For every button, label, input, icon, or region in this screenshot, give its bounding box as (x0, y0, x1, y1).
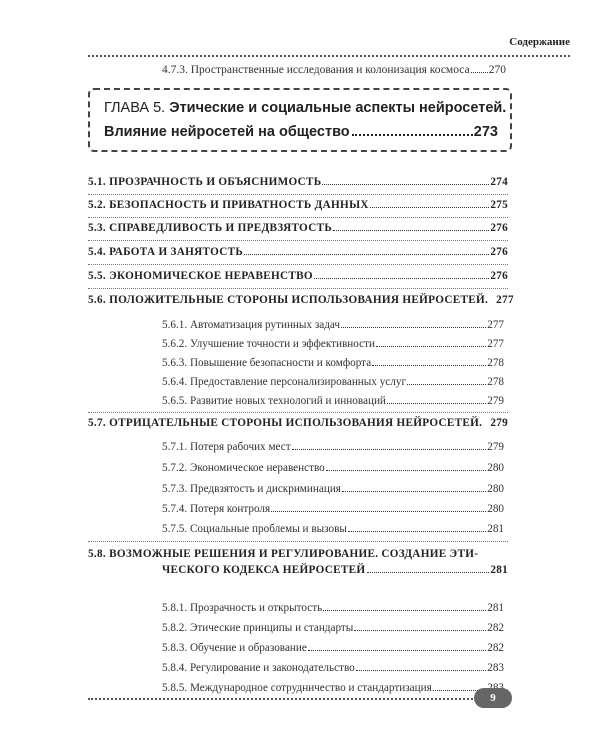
toc-page-number: 280 (487, 462, 504, 474)
toc-entry-label: 4.7.3. Пространственные исследования и колонизация космоса (162, 64, 470, 76)
dot-leader (356, 670, 486, 671)
dot-leader (372, 365, 486, 366)
toc-subsection-label: 5.6.4. Предоставление персонализированных услуг (162, 376, 407, 388)
dot-leader (322, 184, 489, 185)
dot-leader (471, 72, 488, 73)
toc-section-label: 5.7. ОТРИЦАТЕЛЬНЫЕ СТОРОНЫ ИСПОЛЬЗОВАНИЯ НЕЙРОСЕТЕЙ. (88, 417, 483, 429)
toc-subsection-label: 5.8.4. Регулирование и законодательство (162, 662, 355, 674)
dot-leader (352, 134, 473, 136)
toc-page-number: 281 (490, 564, 508, 576)
toc-subsection-5-8-4[interactable] (162, 662, 504, 674)
toc-subsection-label: 5.8.3. Обучение и образование (162, 642, 307, 654)
toc-subsection-5-8-5[interactable] (162, 682, 504, 694)
toc-subsection-5-8-3[interactable] (162, 642, 504, 654)
toc-section-label: 5.4. РАБОТА И ЗАНЯТОСТЬ (88, 246, 244, 258)
toc-page-number: 270 (488, 64, 506, 76)
toc-page-number: 277 (496, 294, 514, 306)
toc-subsection-5-7-5[interactable] (162, 523, 504, 535)
toc-section-label: 5.6. ПОЛОЖИТЕЛЬНЫЕ СТОРОНЫ ИСПОЛЬЗОВАНИЯ НЕЙРОСЕТЕЙ. (88, 294, 489, 306)
toc-section-5-4[interactable] (88, 246, 508, 258)
section-divider (88, 288, 508, 289)
dot-leader (376, 346, 486, 347)
toc-page-number: 282 (487, 622, 504, 634)
toc-section-5-2[interactable] (88, 199, 508, 211)
toc-subsection-label: 5.8.5. Международное сотрудничество и стандартизация (162, 682, 432, 694)
toc-subsection-label: 5.7.3. Предвзятость и дискриминация (162, 483, 341, 495)
section-divider (88, 541, 508, 542)
toc-subsection-5-7-1[interactable] (162, 441, 504, 453)
toc-subsection-5-6-5[interactable] (162, 395, 504, 407)
toc-subsection-5-6-4[interactable] (162, 376, 504, 388)
toc-subsection-label: 5.8.1. Прозрачность и открытость (162, 602, 323, 614)
toc-subsection-label: 5.7.5. Социальные проблемы и вызовы (162, 523, 347, 535)
toc-section-5-3[interactable] (88, 222, 508, 234)
toc-subsection-label: 5.7.1. Потеря рабочих мест (162, 441, 291, 453)
toc-page-number: 278 (487, 357, 504, 369)
dot-leader (354, 630, 486, 631)
toc-page-number: 276 (490, 246, 508, 258)
dot-leader (308, 650, 486, 651)
toc-page-number: 276 (490, 222, 508, 234)
section-divider (88, 412, 508, 413)
toc-subsection-5-7-4[interactable] (162, 503, 504, 515)
dot-leader (271, 511, 486, 512)
dot-leader (341, 327, 486, 328)
dot-leader (326, 470, 486, 471)
toc-subsection-label: 5.7.4. Потеря контроля (162, 503, 271, 515)
section-divider (88, 194, 508, 195)
page-number-badge: 9 (474, 688, 512, 708)
chapter-title-part1: Этические и социальные аспекты нейросетей. (169, 100, 507, 116)
toc-section-5-8[interactable] (88, 548, 508, 576)
toc-section-label: 5.3. СПРАВЕДЛИВОСТЬ И ПРЕДВЗЯТОСТЬ (88, 222, 333, 234)
toc-section-label-line2 (88, 564, 508, 576)
chapter-title-line2 (104, 124, 498, 140)
toc-page-number: 277 (487, 319, 504, 331)
dot-leader (333, 230, 489, 231)
chapter-heading-box[interactable] (88, 88, 512, 152)
toc-page-number: 280 (487, 503, 504, 515)
chapter-page-number: 273 (473, 124, 498, 140)
header-divider (88, 55, 570, 57)
toc-subsection-label: 5.7.2. Экономическое неравенство (162, 462, 325, 474)
toc-subsection-label: 5.6.3. Повышение безопасности и комфорта (162, 357, 372, 369)
toc-subsection-5-6-3[interactable] (162, 357, 504, 369)
toc-subsection-5-7-2[interactable] (162, 462, 504, 474)
toc-section-label: 5.5. ЭКОНОМИЧЕСКОЕ НЕРАВЕНСТВО (88, 270, 313, 282)
toc-section-label: 5.1. ПРОЗРАЧНОСТЬ И ОБЪЯСНИМОСТЬ (88, 176, 322, 188)
toc-section-5-7[interactable] (88, 417, 508, 429)
toc-subsection-5-6-1[interactable] (162, 319, 504, 331)
dot-leader (314, 278, 489, 279)
toc-subsection-5-8-2[interactable] (162, 622, 504, 634)
dot-leader (342, 491, 486, 492)
toc-subsection-label: 5.6.1. Автоматизация рутинных задач (162, 319, 341, 331)
toc-page-number: 275 (490, 199, 508, 211)
toc-page-number: 283 (487, 662, 504, 674)
toc-subsection-label: 5.6.5. Развитие новых технологий и инноваций (162, 395, 386, 407)
chapter-title-line1 (104, 100, 506, 116)
dot-leader (244, 254, 489, 255)
dot-leader (407, 384, 486, 385)
section-divider (88, 240, 508, 241)
toc-subsection-5-8-1[interactable] (162, 602, 504, 614)
toc-section-5-6[interactable] (88, 294, 514, 306)
dot-leader (367, 572, 489, 573)
toc-section-5-5[interactable] (88, 270, 508, 282)
toc-page-number: 278 (487, 376, 504, 388)
dot-leader (292, 449, 487, 450)
toc-page-number: 277 (487, 338, 504, 350)
toc-section-label: 5.2. БЕЗОПАСНОСТЬ И ПРИВАТНОСТЬ ДАННЫХ (88, 199, 369, 211)
toc-subsection-label: 5.6.2. Улучшение точности и эффективности (162, 338, 375, 350)
toc-page-number: 274 (490, 176, 508, 188)
section-divider (88, 217, 508, 218)
dot-leader (323, 610, 486, 611)
toc-page-number: 282 (487, 642, 504, 654)
toc-section-5-1[interactable] (88, 176, 508, 188)
dot-leader (370, 207, 490, 208)
toc-page-number: 279 (487, 441, 504, 453)
toc-entry-4-7-3[interactable] (162, 64, 506, 76)
toc-page-number: 279 (490, 417, 508, 429)
dot-leader (348, 531, 486, 532)
dot-leader (387, 403, 486, 404)
toc-subsection-5-7-3[interactable] (162, 483, 504, 495)
chapter-prefix: ГЛАВА 5. (104, 100, 170, 116)
chapter-title-part2: Влияние нейросетей на общество (104, 124, 350, 140)
footer-divider (88, 698, 473, 700)
toc-subsection-label: 5.8.2. Этические принципы и стандарты (162, 622, 354, 634)
toc-page-number: 276 (490, 270, 508, 282)
toc-subsection-5-6-2[interactable] (162, 338, 504, 350)
toc-page-number: 281 (487, 523, 504, 535)
section-divider (88, 264, 508, 265)
toc-page-number: 279 (487, 395, 504, 407)
running-header: Содержание (509, 36, 570, 48)
toc-page-number: 281 (487, 602, 504, 614)
toc-section-label: ЧЕСКОГО КОДЕКСА НЕЙРОСЕТЕЙ (162, 564, 366, 576)
toc-page-number: 280 (487, 483, 504, 495)
toc-section-label-line1: 5.8. ВОЗМОЖНЫЕ РЕШЕНИЯ И РЕГУЛИРОВАНИЕ. СОЗДАНИЕ ЭТИ- (88, 548, 479, 560)
